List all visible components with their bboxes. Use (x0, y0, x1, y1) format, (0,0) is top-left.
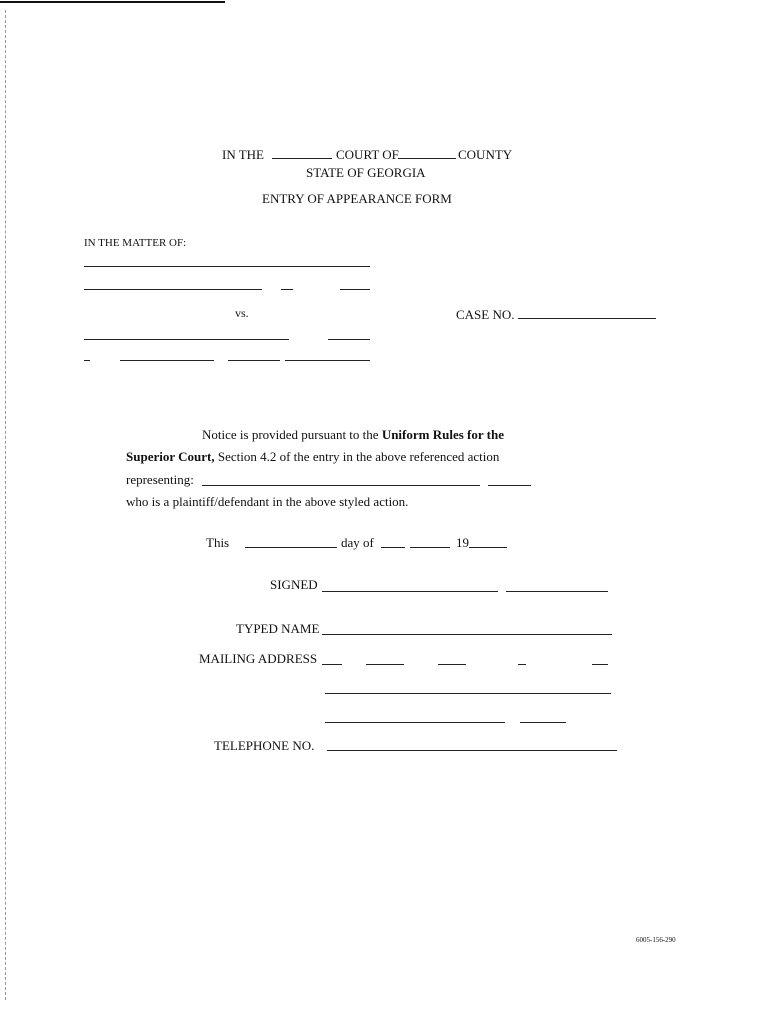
case-no-label: CASE NO. (456, 307, 515, 322)
notice-line-1: Notice is provided pursuant to the Uniform Rules for the (202, 427, 504, 442)
court-of-label: COURT OF (336, 147, 399, 162)
address-blank-1b[interactable] (366, 664, 404, 665)
typed-name-blank[interactable] (322, 634, 612, 635)
defendant-line-2a[interactable] (84, 360, 90, 361)
telephone-blank[interactable] (327, 750, 617, 751)
address-blank-1d[interactable] (518, 664, 526, 665)
day-blank[interactable] (245, 547, 337, 548)
defendant-line-1a[interactable] (84, 339, 289, 340)
address-blank-1e[interactable] (592, 664, 608, 665)
in-the-matter-label: IN THE MATTER OF: (84, 237, 187, 249)
day-of-label: day of (341, 535, 374, 550)
this-label: This (206, 535, 230, 550)
typed-name-label: TYPED NAME (236, 621, 320, 636)
notice-closing: who is a plaintiff/defendant in the above styled action. (126, 494, 409, 509)
plaintiff-line-2c[interactable] (340, 289, 370, 290)
county-label: COUNTY (458, 147, 513, 162)
top-edge-rule (0, 1, 225, 3)
notice-line-2: Superior Court, Section 4.2 of the entry in the above referenced action (126, 449, 500, 464)
case-no-blank[interactable] (518, 318, 656, 319)
county-name-blank[interactable] (398, 158, 456, 159)
defendant-line-2d[interactable] (285, 360, 370, 361)
form-title: ENTRY OF APPEARANCE FORM (262, 191, 452, 206)
year-blank[interactable] (469, 547, 507, 548)
representing-blank-a[interactable] (202, 485, 480, 486)
signed-label: SIGNED (270, 577, 318, 592)
address-blank-3a[interactable] (325, 722, 505, 723)
defendant-line-2b[interactable] (120, 360, 214, 361)
year-prefix: 19 (456, 535, 469, 550)
scan-edge-marks (5, 10, 6, 1000)
plaintiff-line-1[interactable] (84, 266, 370, 267)
address-blank-1c[interactable] (438, 664, 466, 665)
telephone-label: TELEPHONE NO. (214, 738, 315, 753)
court-name-blank[interactable] (272, 158, 332, 159)
month-blank-b[interactable] (410, 547, 450, 548)
state-heading: STATE OF GEORGIA (306, 165, 426, 180)
form-number: 6005-156-290 (636, 936, 676, 944)
address-blank-3b[interactable] (520, 722, 566, 723)
plaintiff-line-2b[interactable] (281, 289, 293, 290)
mailing-address-label: MAILING ADDRESS (199, 651, 318, 666)
plaintiff-line-2a[interactable] (84, 289, 262, 290)
defendant-line-2c[interactable] (228, 360, 280, 361)
address-blank-1a[interactable] (322, 664, 342, 665)
representing-label: representing: (126, 472, 194, 487)
defendant-line-1b[interactable] (328, 339, 370, 340)
representing-blank-b[interactable] (488, 485, 531, 486)
in-the-label: IN THE (222, 147, 265, 162)
signature-blank-a[interactable] (322, 591, 498, 592)
month-blank-a[interactable] (381, 547, 405, 548)
signature-blank-b[interactable] (506, 591, 608, 592)
address-blank-2[interactable] (325, 693, 611, 694)
vs-label: vs. (235, 306, 249, 320)
